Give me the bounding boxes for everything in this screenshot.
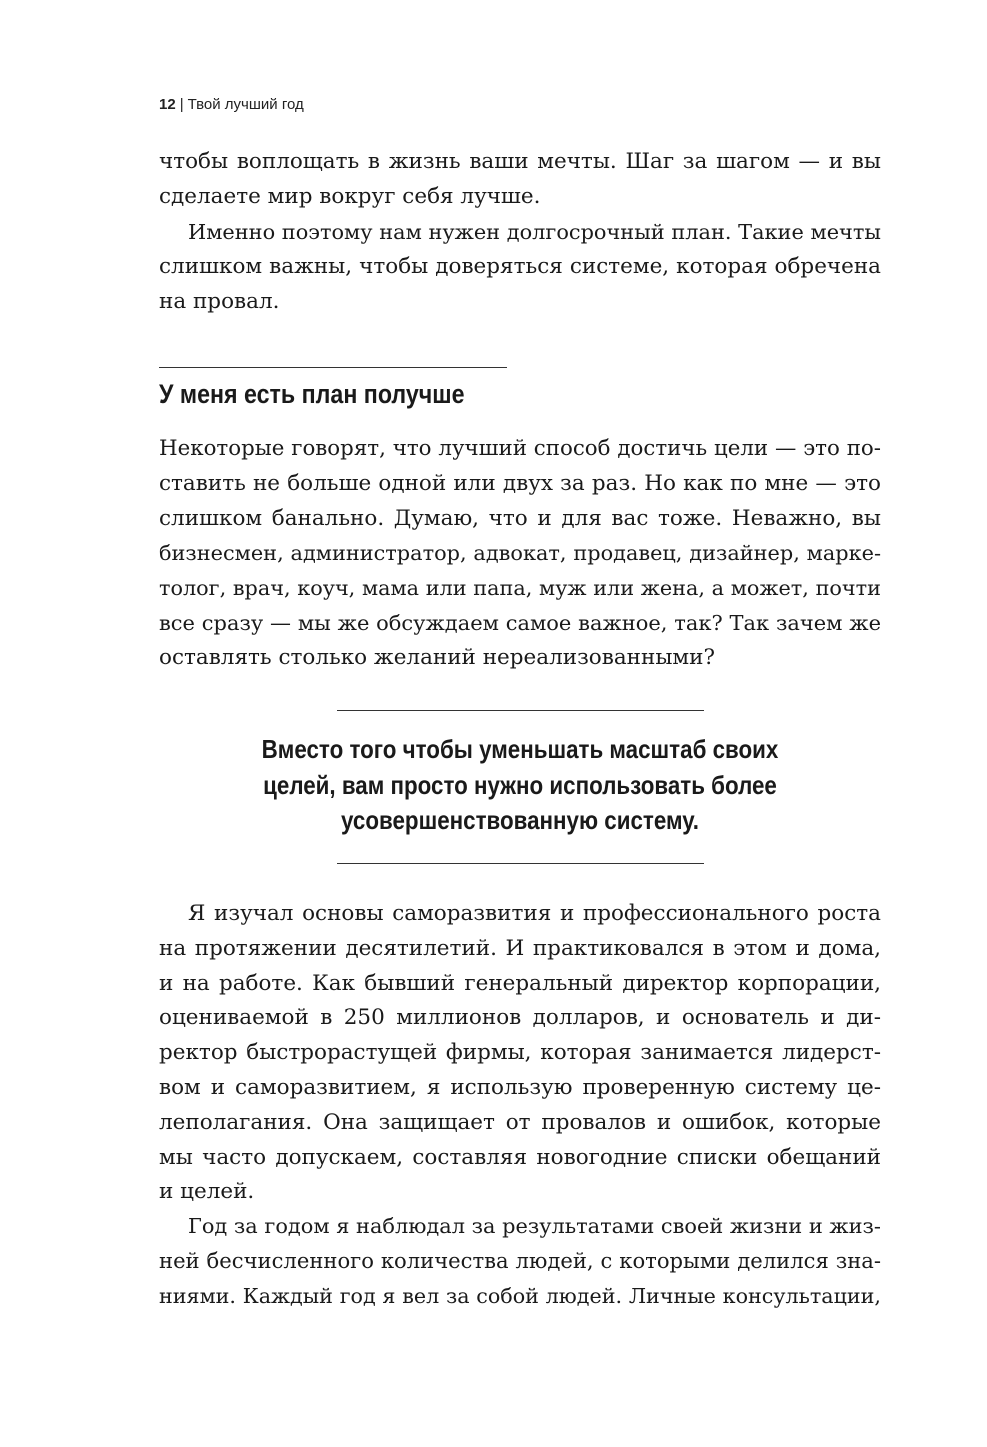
page-number: 12 (159, 96, 176, 113)
text-line: все сразу — мы же обсуждаем самое важное, так? Так зачем же (159, 610, 881, 635)
text-line: ректор быстрорастущей фирмы, которая занимается лидерст- (159, 1040, 881, 1066)
pull-quote (200, 732, 840, 839)
running-header (159, 96, 304, 113)
paragraph-2 (159, 215, 881, 319)
paragraph-5 (159, 1209, 881, 1313)
text-line: леполагания. Она защищает от провалов и ошибок, которые (159, 1109, 881, 1135)
text-line: оцениваемой в 250 миллионов долларов, и основатель и ди- (159, 1005, 881, 1031)
quote-rule-top (337, 710, 704, 711)
text-line: вом и саморазвитием, я использую проверенную систему це- (159, 1074, 881, 1100)
text-line: слишком важны, чтобы доверяться системе, которая обречена (159, 253, 881, 279)
text-line: Некоторые говорят, что лучший способ достичь цели — это по- (159, 436, 881, 461)
text-line: Именно поэтому нам нужен долгосрочный план. Такие мечты (188, 220, 881, 244)
text-line: ней бесчисленного количества людей, с которыми делился зна- (159, 1247, 881, 1273)
text-line: мы часто допускаем, составляя новогодние списки обещаний (159, 1144, 881, 1170)
section-heading: У меня есть план получше (159, 379, 465, 409)
text-line: на провал. (159, 288, 280, 314)
text-line: сделаете мир вокруг себя лучше. (159, 183, 541, 209)
book-title: Твой лучший год (187, 96, 304, 113)
text-line: слишком банально. Думаю, что и для вас тоже. Неважно, вы (159, 505, 881, 531)
paragraph-4 (159, 897, 881, 1210)
paragraph-3 (159, 432, 881, 676)
text-line: толог, врач, коуч, мама или папа, муж или жена, а может, почти (159, 576, 881, 601)
paragraph-1 (159, 145, 881, 215)
quote-rule-bottom (337, 863, 704, 864)
text-line: ставить не больше одной или двух за раз. Но как по мне — это (159, 470, 881, 496)
text-line: оставлять столько желаний нереализованными? (159, 644, 716, 670)
text-line: чтобы воплощать в жизнь ваши мечты. Шаг за шагом — и вы (159, 149, 881, 174)
text-line: Год за годом я наблюдал за результатами своей жизни и жиз- (188, 1214, 881, 1238)
quote-line: целей, вам просто нужно использовать более (263, 769, 777, 800)
text-line: и на работе. Как бывший генеральный директор корпорации, (159, 970, 881, 996)
quote-line: усовершенствованную систему. (341, 805, 699, 835)
header-separator: | (179, 96, 184, 113)
quote-line: Вместо того чтобы уменьшать масштаб своих (261, 734, 779, 764)
text-line: бизнесмен, администратор, адвокат, продавец, дизайнер, марке- (159, 541, 881, 566)
text-line: ниями. Каждый год я вел за собой людей. Личные консультации, (159, 1283, 881, 1308)
text-line: Я изучал основы саморазвития и профессионального роста (188, 901, 881, 926)
text-line: на протяжении десятилетий. И практиковался в этом и дома, (159, 935, 881, 961)
text-line: и целей. (159, 1179, 255, 1205)
heading-rule (159, 367, 507, 368)
